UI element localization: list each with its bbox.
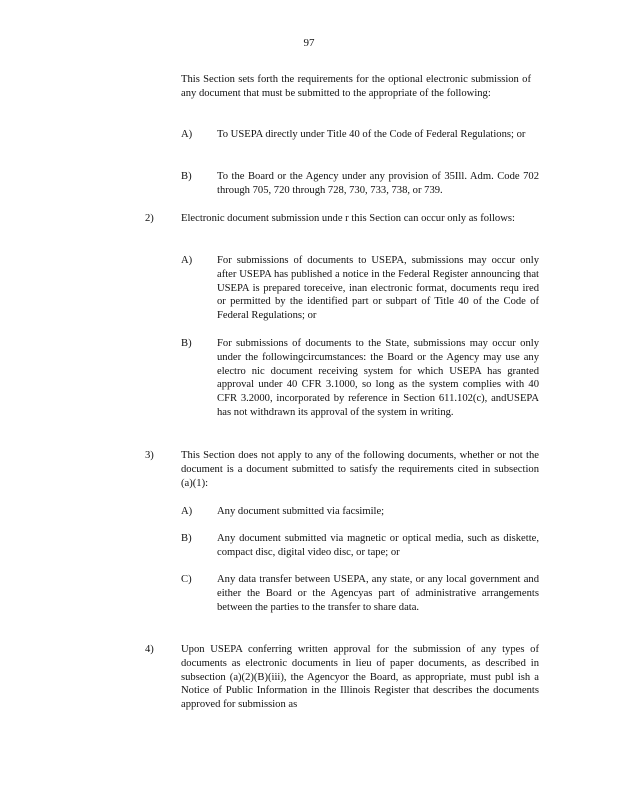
item-text: Any data transfer between USEPA, any state, or any local government and either the Board or the Agencyas part of administrative arrangements between the parties to the transfer to share data. [217,574,539,613]
item-label: B) [181,533,192,544]
item-text: Electronic document submission unde r this Section can occur only as follows: [181,213,515,224]
item-text: To the Board or the Agency under any provision of 35Ill. Adm. Code 702 through 705, 720 through 728, 730, 733, 738, or 739. [217,171,539,196]
item-text: This Section does not apply to any of the following documents, whether or not the document is a document submitted to satisfy the requirements cited in subsection (a)(1): [181,450,539,489]
item-label: A) [181,255,193,266]
item-text: For submissions of documents to the State, submissions may occur only under the followingcircumstances: the Board or the Agency may use any electro nic document receiving system for which USEPA has granted approval under 40 CFR 3.1000, so long as the system complies with 40 CFR 3.2000, incorporated by reference in Section 611.102(c), andUSEPA has not withdrawn its approval of the system in writing. [217,338,539,418]
item-label: 4) [145,644,154,655]
item-label: A) [181,506,193,517]
item-text: To USEPA directly under Title 40 of the Code of Federal Regulations; or [217,129,526,140]
item-text: For submissions of documents to USEPA, submissions may occur only after USEPA has published a notice in the Federal Register announcing that USEPA is prepared toreceive, inan electronic format, documents requ ired or permitted by the identified part or subpart of Title 40 of the Code of Federal Regulations; or [217,255,539,322]
item-text: Upon USEPA conferring written approval for the submission of any types of documents as electronic documents in lieu of paper documents, as described in subsection (a)(2)(B)(iii), the Agencyor the Board, as appropriate, must publ ish a Notice of Public Information in the Illinois Register that describes the documents approved for submission as [181,644,539,711]
intro-paragraph: This Section sets forth the requirements for the optional electronic submission of any document that must be submitted to the appropriate of the following: [181,74,531,99]
item-label: 3) [145,450,154,461]
item-text: Any document submitted via magnetic or optical media, such as diskette, compact disc, digital video disc, or tape; or [217,533,539,558]
item-label: B) [181,171,192,182]
item-text: Any document submitted via facsimile; [217,506,385,517]
item-label: C) [181,574,192,585]
item-label: A) [181,129,193,140]
item-label: 2) [145,213,154,224]
page-number: 97 [303,37,315,49]
item-label: B) [181,338,192,349]
